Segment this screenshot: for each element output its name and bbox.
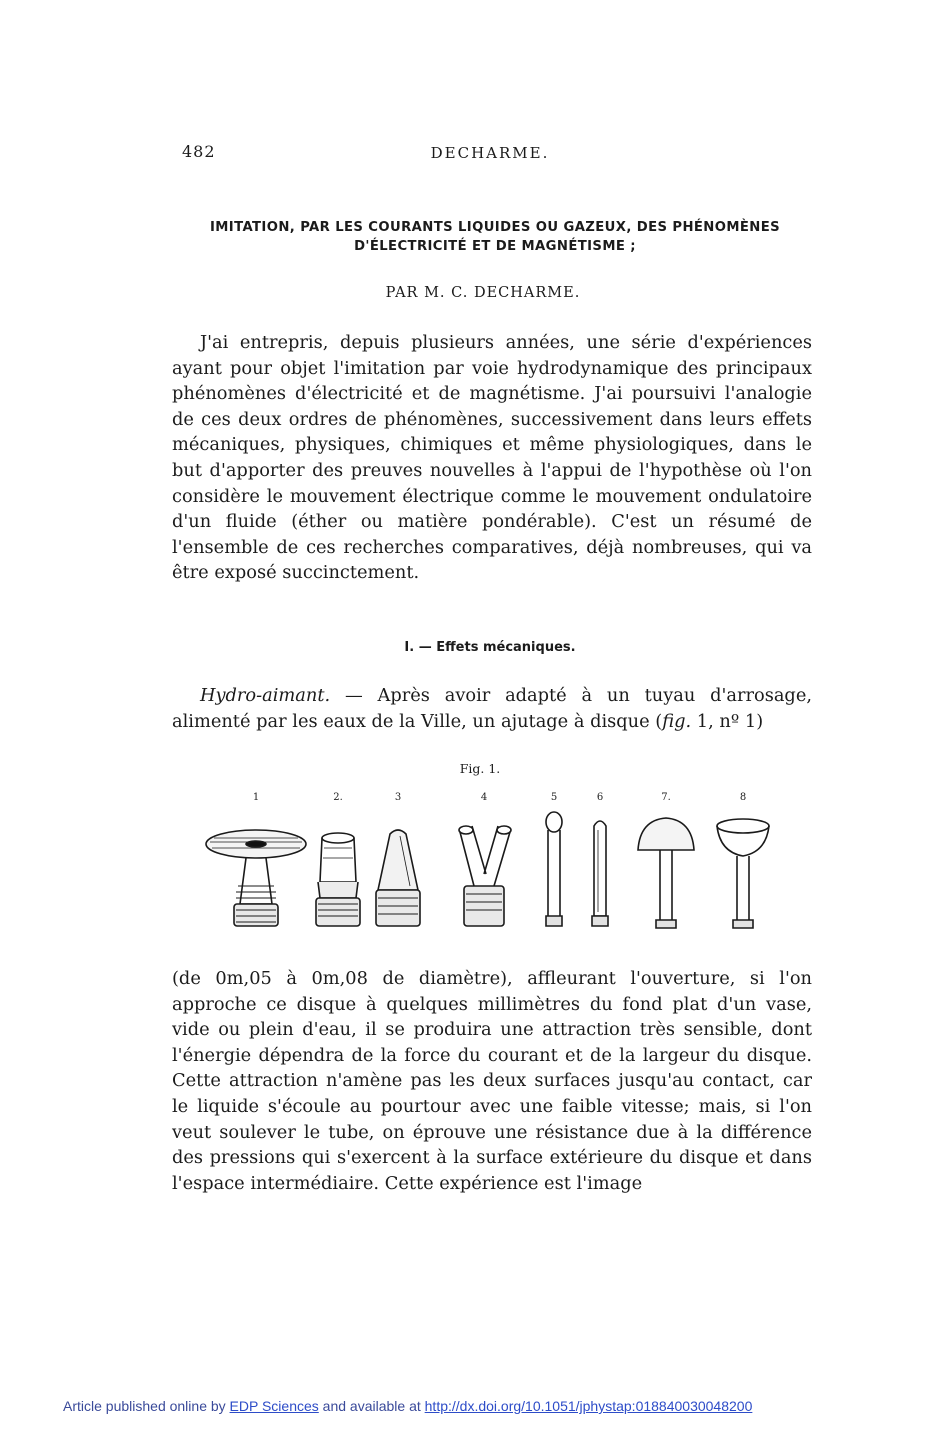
paragraph-lead: Hydro-aimant. <box>200 685 331 706</box>
nozzle-1-disc <box>206 830 306 926</box>
nozzle-2-tapered <box>316 833 360 926</box>
paragraph-disc-attraction: (de 0m,05 à 0m,08 de diamètre), affleurant l'ouverture, si l'on approche ce disque à quelques millimètres du fond plat d'un vase, vide ou plein d'eau, il se produira une attraction très sensible, dont l'énergie dépendra de la force du courant et de la largeur du disque. Cette attraction n'amène pas les deux surfaces jusqu'au contact, car le liquide s'écoule au pourtour avec une faible vitesse; mais, si l'on veut soulever le tube, on éprouve une résistance due à la différence des pressions qui s'exercent à la surface extérieure du disque et dans l'espace intermédiaire. Cette expérience est l'image <box>172 968 812 1194</box>
nozzle-7-mushroom <box>638 818 694 928</box>
paragraph-intro: J'ai entrepris, depuis plusieurs années, une série d'expériences ayant pour objet l'imitation par voie hydrodynamique des principaux phénomènes d'électricité et de magnétisme. J'ai poursuivi l'analogie de ces deux ordres de phénomènes, successivement dans leurs effets mécaniques, physiques, chimiques et même physiologiques, dans le but d'apporter des preuves nouvelles à l'appui de l'hypothèse où l'on considère le mouvement électrique comme le mouvement ondulatoire d'un fluide (éther ou matière pondérable). C'est un résumé de l'ensemble de ces recherches comparatives, déjà nombreuses, qui va être exposé succinctement. <box>172 332 812 584</box>
fig-reference: fig. <box>662 710 692 732</box>
fig-label-3: 3 <box>394 792 402 803</box>
figure-caption: Fig. 1. <box>459 761 501 776</box>
fig-label-2: 2. <box>333 792 343 803</box>
doi-link[interactable]: http://dx.doi.org/10.1051/jphystap:018840030048200 <box>424 1398 753 1414</box>
nozzle-8-cup <box>717 819 769 928</box>
footer-citation <box>63 1398 752 1414</box>
article-title <box>175 218 815 256</box>
nozzle-4-fork <box>459 826 511 926</box>
nozzle-3-cone <box>376 830 420 926</box>
footer-prefix: Article published online by <box>63 1398 230 1414</box>
fig-label-8: 8 <box>739 792 747 803</box>
section-heading: I. — Effets mécaniques. <box>404 640 576 655</box>
running-title: DECHARME. <box>430 144 550 162</box>
fig-label-6: 6 <box>596 792 604 803</box>
paragraph-end: 1, nº 1) <box>691 710 764 732</box>
figure-1-nozzles <box>190 786 790 936</box>
fig-label-7: 7. <box>661 792 671 803</box>
fig-label-5: 5 <box>550 792 558 803</box>
fig-label-1: 1 <box>252 792 260 803</box>
paragraph-hydro-aimant <box>172 683 812 734</box>
title-line-2: D'ÉLECTRICITÉ ET DE MAGNÉTISME ; <box>354 239 636 254</box>
nozzle-5-thin <box>546 812 562 926</box>
publisher-link[interactable]: EDP Sciences <box>229 1398 319 1414</box>
paragraph-text: — Après avoir adapté à un tuyau d'arrosage, alimenté par les eaux de la Ville, un ajutage à disque ( <box>172 685 812 732</box>
page-number: 482 <box>182 142 216 161</box>
title-line-1: IMITATION, PAR LES COURANTS LIQUIDES OU GAZEUX, DES PHÉNOMÈNES <box>209 220 781 235</box>
author-line: PAR M. C. DECHARME. <box>385 285 581 301</box>
nozzle-6-straight <box>592 821 608 926</box>
footer-middle: and available at <box>318 1398 425 1414</box>
fig-label-4: 4 <box>480 792 488 803</box>
